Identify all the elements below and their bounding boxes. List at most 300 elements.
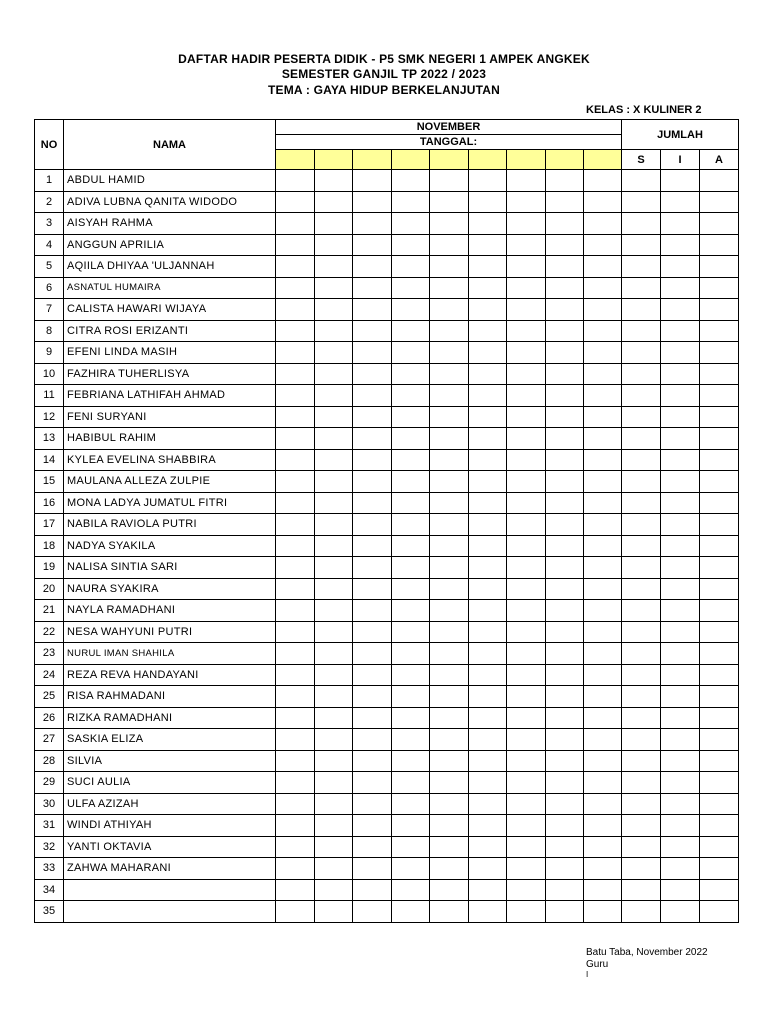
- attendance-cell[interactable]: [469, 449, 507, 471]
- attendance-cell[interactable]: [315, 170, 353, 192]
- attendance-cell[interactable]: [584, 234, 622, 256]
- attendance-cell[interactable]: [353, 449, 392, 471]
- attendance-cell[interactable]: [507, 858, 546, 880]
- attendance-cell[interactable]: [584, 578, 622, 600]
- attendance-cell[interactable]: [276, 578, 315, 600]
- attendance-cell[interactable]: [276, 299, 315, 321]
- total-sakit-cell[interactable]: [622, 879, 661, 901]
- attendance-cell[interactable]: [315, 514, 353, 536]
- total-sakit-cell[interactable]: [622, 492, 661, 514]
- attendance-cell[interactable]: [469, 363, 507, 385]
- attendance-cell[interactable]: [546, 600, 584, 622]
- attendance-cell[interactable]: [469, 256, 507, 278]
- total-alpa-cell[interactable]: [700, 686, 739, 708]
- attendance-cell[interactable]: [469, 686, 507, 708]
- attendance-cell[interactable]: [392, 363, 430, 385]
- attendance-cell[interactable]: [430, 191, 469, 213]
- attendance-cell[interactable]: [469, 277, 507, 299]
- attendance-cell[interactable]: [276, 815, 315, 837]
- total-izin-cell[interactable]: [661, 514, 700, 536]
- date-cell[interactable]: [430, 150, 469, 170]
- attendance-cell[interactable]: [430, 535, 469, 557]
- total-sakit-cell[interactable]: [622, 707, 661, 729]
- attendance-cell[interactable]: [276, 385, 315, 407]
- total-sakit-cell[interactable]: [622, 299, 661, 321]
- total-alpa-cell[interactable]: [700, 406, 739, 428]
- attendance-cell[interactable]: [430, 815, 469, 837]
- attendance-cell[interactable]: [392, 320, 430, 342]
- attendance-cell[interactable]: [584, 772, 622, 794]
- attendance-cell[interactable]: [276, 191, 315, 213]
- attendance-cell[interactable]: [507, 449, 546, 471]
- total-izin-cell[interactable]: [661, 277, 700, 299]
- total-sakit-cell[interactable]: [622, 750, 661, 772]
- attendance-cell[interactable]: [584, 449, 622, 471]
- attendance-cell[interactable]: [507, 901, 546, 923]
- attendance-cell[interactable]: [392, 170, 430, 192]
- attendance-cell[interactable]: [430, 385, 469, 407]
- attendance-cell[interactable]: [546, 750, 584, 772]
- total-izin-cell[interactable]: [661, 686, 700, 708]
- attendance-cell[interactable]: [353, 256, 392, 278]
- attendance-cell[interactable]: [584, 277, 622, 299]
- total-sakit-cell[interactable]: [622, 535, 661, 557]
- attendance-cell[interactable]: [507, 750, 546, 772]
- attendance-cell[interactable]: [584, 471, 622, 493]
- attendance-cell[interactable]: [507, 191, 546, 213]
- attendance-cell[interactable]: [507, 664, 546, 686]
- total-alpa-cell[interactable]: [700, 772, 739, 794]
- attendance-cell[interactable]: [546, 535, 584, 557]
- attendance-cell[interactable]: [430, 277, 469, 299]
- attendance-cell[interactable]: [546, 858, 584, 880]
- attendance-cell[interactable]: [392, 578, 430, 600]
- attendance-cell[interactable]: [392, 213, 430, 235]
- attendance-cell[interactable]: [315, 772, 353, 794]
- total-alpa-cell[interactable]: [700, 170, 739, 192]
- attendance-cell[interactable]: [276, 664, 315, 686]
- attendance-cell[interactable]: [353, 492, 392, 514]
- attendance-cell[interactable]: [430, 363, 469, 385]
- attendance-cell[interactable]: [353, 213, 392, 235]
- total-sakit-cell[interactable]: [622, 277, 661, 299]
- attendance-cell[interactable]: [353, 578, 392, 600]
- attendance-cell[interactable]: [546, 449, 584, 471]
- attendance-cell[interactable]: [430, 858, 469, 880]
- attendance-cell[interactable]: [507, 363, 546, 385]
- attendance-cell[interactable]: [469, 385, 507, 407]
- attendance-cell[interactable]: [353, 901, 392, 923]
- attendance-cell[interactable]: [353, 471, 392, 493]
- attendance-cell[interactable]: [392, 449, 430, 471]
- total-izin-cell[interactable]: [661, 213, 700, 235]
- attendance-cell[interactable]: [584, 299, 622, 321]
- attendance-cell[interactable]: [353, 406, 392, 428]
- attendance-cell[interactable]: [315, 621, 353, 643]
- attendance-cell[interactable]: [276, 707, 315, 729]
- attendance-cell[interactable]: [507, 514, 546, 536]
- attendance-cell[interactable]: [469, 664, 507, 686]
- attendance-cell[interactable]: [546, 428, 584, 450]
- attendance-cell[interactable]: [392, 299, 430, 321]
- attendance-cell[interactable]: [469, 793, 507, 815]
- attendance-cell[interactable]: [392, 858, 430, 880]
- attendance-cell[interactable]: [584, 879, 622, 901]
- total-alpa-cell[interactable]: [700, 643, 739, 665]
- attendance-cell[interactable]: [430, 471, 469, 493]
- attendance-cell[interactable]: [276, 750, 315, 772]
- attendance-cell[interactable]: [353, 621, 392, 643]
- attendance-cell[interactable]: [353, 664, 392, 686]
- attendance-cell[interactable]: [507, 406, 546, 428]
- attendance-cell[interactable]: [276, 514, 315, 536]
- attendance-cell[interactable]: [353, 557, 392, 579]
- total-izin-cell[interactable]: [661, 557, 700, 579]
- attendance-cell[interactable]: [430, 772, 469, 794]
- attendance-cell[interactable]: [430, 621, 469, 643]
- attendance-cell[interactable]: [276, 836, 315, 858]
- attendance-cell[interactable]: [276, 729, 315, 751]
- attendance-cell[interactable]: [276, 342, 315, 364]
- total-alpa-cell[interactable]: [700, 363, 739, 385]
- attendance-cell[interactable]: [584, 428, 622, 450]
- attendance-cell[interactable]: [392, 277, 430, 299]
- attendance-cell[interactable]: [584, 514, 622, 536]
- attendance-cell[interactable]: [469, 299, 507, 321]
- total-sakit-cell[interactable]: [622, 664, 661, 686]
- attendance-cell[interactable]: [315, 643, 353, 665]
- attendance-cell[interactable]: [469, 170, 507, 192]
- attendance-cell[interactable]: [353, 514, 392, 536]
- total-izin-cell[interactable]: [661, 621, 700, 643]
- attendance-cell[interactable]: [315, 879, 353, 901]
- date-cell[interactable]: [353, 150, 392, 170]
- total-alpa-cell[interactable]: [700, 385, 739, 407]
- total-sakit-cell[interactable]: [622, 858, 661, 880]
- attendance-cell[interactable]: [584, 557, 622, 579]
- attendance-cell[interactable]: [392, 793, 430, 815]
- attendance-cell[interactable]: [392, 385, 430, 407]
- attendance-cell[interactable]: [507, 815, 546, 837]
- attendance-cell[interactable]: [507, 578, 546, 600]
- total-sakit-cell[interactable]: [622, 600, 661, 622]
- total-sakit-cell[interactable]: [622, 686, 661, 708]
- attendance-cell[interactable]: [315, 815, 353, 837]
- total-sakit-cell[interactable]: [622, 363, 661, 385]
- attendance-cell[interactable]: [469, 858, 507, 880]
- attendance-cell[interactable]: [469, 514, 507, 536]
- attendance-cell[interactable]: [276, 600, 315, 622]
- attendance-cell[interactable]: [392, 664, 430, 686]
- date-cell[interactable]: [315, 150, 353, 170]
- attendance-cell[interactable]: [353, 320, 392, 342]
- attendance-cell[interactable]: [430, 170, 469, 192]
- total-izin-cell[interactable]: [661, 170, 700, 192]
- attendance-cell[interactable]: [430, 643, 469, 665]
- total-sakit-cell[interactable]: [622, 256, 661, 278]
- total-izin-cell[interactable]: [661, 793, 700, 815]
- total-izin-cell[interactable]: [661, 729, 700, 751]
- total-izin-cell[interactable]: [661, 578, 700, 600]
- attendance-cell[interactable]: [546, 385, 584, 407]
- attendance-cell[interactable]: [546, 836, 584, 858]
- total-alpa-cell[interactable]: [700, 750, 739, 772]
- attendance-cell[interactable]: [392, 707, 430, 729]
- attendance-cell[interactable]: [276, 406, 315, 428]
- total-sakit-cell[interactable]: [622, 729, 661, 751]
- total-alpa-cell[interactable]: [700, 815, 739, 837]
- attendance-cell[interactable]: [315, 793, 353, 815]
- total-izin-cell[interactable]: [661, 772, 700, 794]
- attendance-cell[interactable]: [546, 342, 584, 364]
- total-izin-cell[interactable]: [661, 385, 700, 407]
- attendance-cell[interactable]: [430, 686, 469, 708]
- attendance-cell[interactable]: [469, 535, 507, 557]
- attendance-cell[interactable]: [584, 191, 622, 213]
- attendance-cell[interactable]: [276, 879, 315, 901]
- attendance-cell[interactable]: [430, 600, 469, 622]
- attendance-cell[interactable]: [507, 299, 546, 321]
- attendance-cell[interactable]: [315, 256, 353, 278]
- attendance-cell[interactable]: [430, 428, 469, 450]
- attendance-cell[interactable]: [430, 557, 469, 579]
- attendance-cell[interactable]: [353, 879, 392, 901]
- attendance-cell[interactable]: [584, 901, 622, 923]
- attendance-cell[interactable]: [315, 320, 353, 342]
- total-sakit-cell[interactable]: [622, 471, 661, 493]
- attendance-cell[interactable]: [315, 707, 353, 729]
- attendance-cell[interactable]: [584, 363, 622, 385]
- attendance-cell[interactable]: [276, 234, 315, 256]
- attendance-cell[interactable]: [507, 686, 546, 708]
- attendance-cell[interactable]: [315, 858, 353, 880]
- total-alpa-cell[interactable]: [700, 793, 739, 815]
- date-cell[interactable]: [507, 150, 546, 170]
- attendance-cell[interactable]: [507, 342, 546, 364]
- attendance-cell[interactable]: [546, 578, 584, 600]
- total-alpa-cell[interactable]: [700, 621, 739, 643]
- attendance-cell[interactable]: [507, 256, 546, 278]
- attendance-cell[interactable]: [507, 492, 546, 514]
- total-izin-cell[interactable]: [661, 836, 700, 858]
- total-izin-cell[interactable]: [661, 299, 700, 321]
- attendance-cell[interactable]: [430, 342, 469, 364]
- attendance-cell[interactable]: [584, 406, 622, 428]
- total-izin-cell[interactable]: [661, 879, 700, 901]
- attendance-cell[interactable]: [315, 664, 353, 686]
- attendance-cell[interactable]: [276, 471, 315, 493]
- attendance-cell[interactable]: [546, 879, 584, 901]
- total-sakit-cell[interactable]: [622, 449, 661, 471]
- attendance-cell[interactable]: [469, 557, 507, 579]
- total-alpa-cell[interactable]: [700, 514, 739, 536]
- attendance-cell[interactable]: [392, 729, 430, 751]
- attendance-cell[interactable]: [430, 793, 469, 815]
- total-sakit-cell[interactable]: [622, 643, 661, 665]
- total-alpa-cell[interactable]: [700, 836, 739, 858]
- total-alpa-cell[interactable]: [700, 600, 739, 622]
- attendance-cell[interactable]: [469, 815, 507, 837]
- attendance-cell[interactable]: [276, 621, 315, 643]
- total-alpa-cell[interactable]: [700, 277, 739, 299]
- attendance-cell[interactable]: [392, 621, 430, 643]
- total-alpa-cell[interactable]: [700, 858, 739, 880]
- attendance-cell[interactable]: [392, 836, 430, 858]
- attendance-cell[interactable]: [507, 535, 546, 557]
- total-sakit-cell[interactable]: [622, 901, 661, 923]
- attendance-cell[interactable]: [584, 793, 622, 815]
- attendance-cell[interactable]: [546, 256, 584, 278]
- attendance-cell[interactable]: [546, 514, 584, 536]
- total-izin-cell[interactable]: [661, 600, 700, 622]
- total-sakit-cell[interactable]: [622, 170, 661, 192]
- total-sakit-cell[interactable]: [622, 793, 661, 815]
- total-alpa-cell[interactable]: [700, 191, 739, 213]
- attendance-cell[interactable]: [546, 901, 584, 923]
- attendance-cell[interactable]: [507, 643, 546, 665]
- attendance-cell[interactable]: [315, 406, 353, 428]
- attendance-cell[interactable]: [392, 686, 430, 708]
- attendance-cell[interactable]: [392, 557, 430, 579]
- total-alpa-cell[interactable]: [700, 879, 739, 901]
- attendance-cell[interactable]: [315, 729, 353, 751]
- attendance-cell[interactable]: [353, 600, 392, 622]
- total-sakit-cell[interactable]: [622, 213, 661, 235]
- attendance-cell[interactable]: [353, 707, 392, 729]
- total-alpa-cell[interactable]: [700, 213, 739, 235]
- attendance-cell[interactable]: [507, 385, 546, 407]
- attendance-cell[interactable]: [276, 170, 315, 192]
- attendance-cell[interactable]: [392, 535, 430, 557]
- total-izin-cell[interactable]: [661, 234, 700, 256]
- attendance-cell[interactable]: [430, 299, 469, 321]
- attendance-cell[interactable]: [546, 557, 584, 579]
- total-alpa-cell[interactable]: [700, 492, 739, 514]
- attendance-cell[interactable]: [546, 170, 584, 192]
- attendance-cell[interactable]: [546, 320, 584, 342]
- attendance-cell[interactable]: [546, 471, 584, 493]
- attendance-cell[interactable]: [353, 858, 392, 880]
- total-sakit-cell[interactable]: [622, 514, 661, 536]
- total-sakit-cell[interactable]: [622, 234, 661, 256]
- attendance-cell[interactable]: [430, 836, 469, 858]
- total-alpa-cell[interactable]: [700, 664, 739, 686]
- attendance-cell[interactable]: [584, 643, 622, 665]
- attendance-cell[interactable]: [584, 750, 622, 772]
- attendance-cell[interactable]: [469, 707, 507, 729]
- attendance-cell[interactable]: [276, 793, 315, 815]
- attendance-cell[interactable]: [392, 879, 430, 901]
- attendance-cell[interactable]: [584, 535, 622, 557]
- attendance-cell[interactable]: [392, 471, 430, 493]
- attendance-cell[interactable]: [546, 492, 584, 514]
- attendance-cell[interactable]: [469, 428, 507, 450]
- total-izin-cell[interactable]: [661, 363, 700, 385]
- attendance-cell[interactable]: [353, 428, 392, 450]
- attendance-cell[interactable]: [469, 600, 507, 622]
- attendance-cell[interactable]: [392, 901, 430, 923]
- attendance-cell[interactable]: [546, 643, 584, 665]
- attendance-cell[interactable]: [507, 277, 546, 299]
- attendance-cell[interactable]: [315, 901, 353, 923]
- attendance-cell[interactable]: [469, 234, 507, 256]
- attendance-cell[interactable]: [315, 363, 353, 385]
- attendance-cell[interactable]: [315, 449, 353, 471]
- total-izin-cell[interactable]: [661, 535, 700, 557]
- attendance-cell[interactable]: [276, 535, 315, 557]
- attendance-cell[interactable]: [276, 858, 315, 880]
- attendance-cell[interactable]: [276, 772, 315, 794]
- attendance-cell[interactable]: [315, 234, 353, 256]
- attendance-cell[interactable]: [546, 707, 584, 729]
- total-izin-cell[interactable]: [661, 256, 700, 278]
- attendance-cell[interactable]: [392, 514, 430, 536]
- total-sakit-cell[interactable]: [622, 836, 661, 858]
- attendance-cell[interactable]: [584, 621, 622, 643]
- total-alpa-cell[interactable]: [700, 578, 739, 600]
- attendance-cell[interactable]: [584, 729, 622, 751]
- total-alpa-cell[interactable]: [700, 342, 739, 364]
- attendance-cell[interactable]: [353, 363, 392, 385]
- date-cell[interactable]: [584, 150, 622, 170]
- total-izin-cell[interactable]: [661, 492, 700, 514]
- attendance-cell[interactable]: [276, 557, 315, 579]
- total-alpa-cell[interactable]: [700, 320, 739, 342]
- attendance-cell[interactable]: [392, 191, 430, 213]
- attendance-cell[interactable]: [353, 729, 392, 751]
- total-izin-cell[interactable]: [661, 342, 700, 364]
- total-sakit-cell[interactable]: [622, 772, 661, 794]
- attendance-cell[interactable]: [507, 428, 546, 450]
- total-alpa-cell[interactable]: [700, 901, 739, 923]
- attendance-cell[interactable]: [315, 535, 353, 557]
- attendance-cell[interactable]: [507, 729, 546, 751]
- total-izin-cell[interactable]: [661, 901, 700, 923]
- attendance-cell[interactable]: [469, 406, 507, 428]
- total-izin-cell[interactable]: [661, 471, 700, 493]
- attendance-cell[interactable]: [392, 428, 430, 450]
- attendance-cell[interactable]: [276, 686, 315, 708]
- attendance-cell[interactable]: [430, 256, 469, 278]
- attendance-cell[interactable]: [315, 213, 353, 235]
- attendance-cell[interactable]: [546, 406, 584, 428]
- attendance-cell[interactable]: [430, 406, 469, 428]
- total-sakit-cell[interactable]: [622, 621, 661, 643]
- attendance-cell[interactable]: [276, 363, 315, 385]
- total-alpa-cell[interactable]: [700, 557, 739, 579]
- total-izin-cell[interactable]: [661, 406, 700, 428]
- attendance-cell[interactable]: [546, 621, 584, 643]
- attendance-cell[interactable]: [507, 772, 546, 794]
- attendance-cell[interactable]: [546, 299, 584, 321]
- attendance-cell[interactable]: [584, 256, 622, 278]
- attendance-cell[interactable]: [546, 729, 584, 751]
- attendance-cell[interactable]: [584, 815, 622, 837]
- attendance-cell[interactable]: [276, 320, 315, 342]
- attendance-cell[interactable]: [392, 600, 430, 622]
- attendance-cell[interactable]: [584, 858, 622, 880]
- attendance-cell[interactable]: [353, 772, 392, 794]
- attendance-cell[interactable]: [353, 385, 392, 407]
- attendance-cell[interactable]: [507, 557, 546, 579]
- attendance-cell[interactable]: [276, 901, 315, 923]
- attendance-cell[interactable]: [315, 492, 353, 514]
- attendance-cell[interactable]: [469, 320, 507, 342]
- attendance-cell[interactable]: [430, 729, 469, 751]
- total-sakit-cell[interactable]: [622, 191, 661, 213]
- attendance-cell[interactable]: [392, 492, 430, 514]
- total-izin-cell[interactable]: [661, 428, 700, 450]
